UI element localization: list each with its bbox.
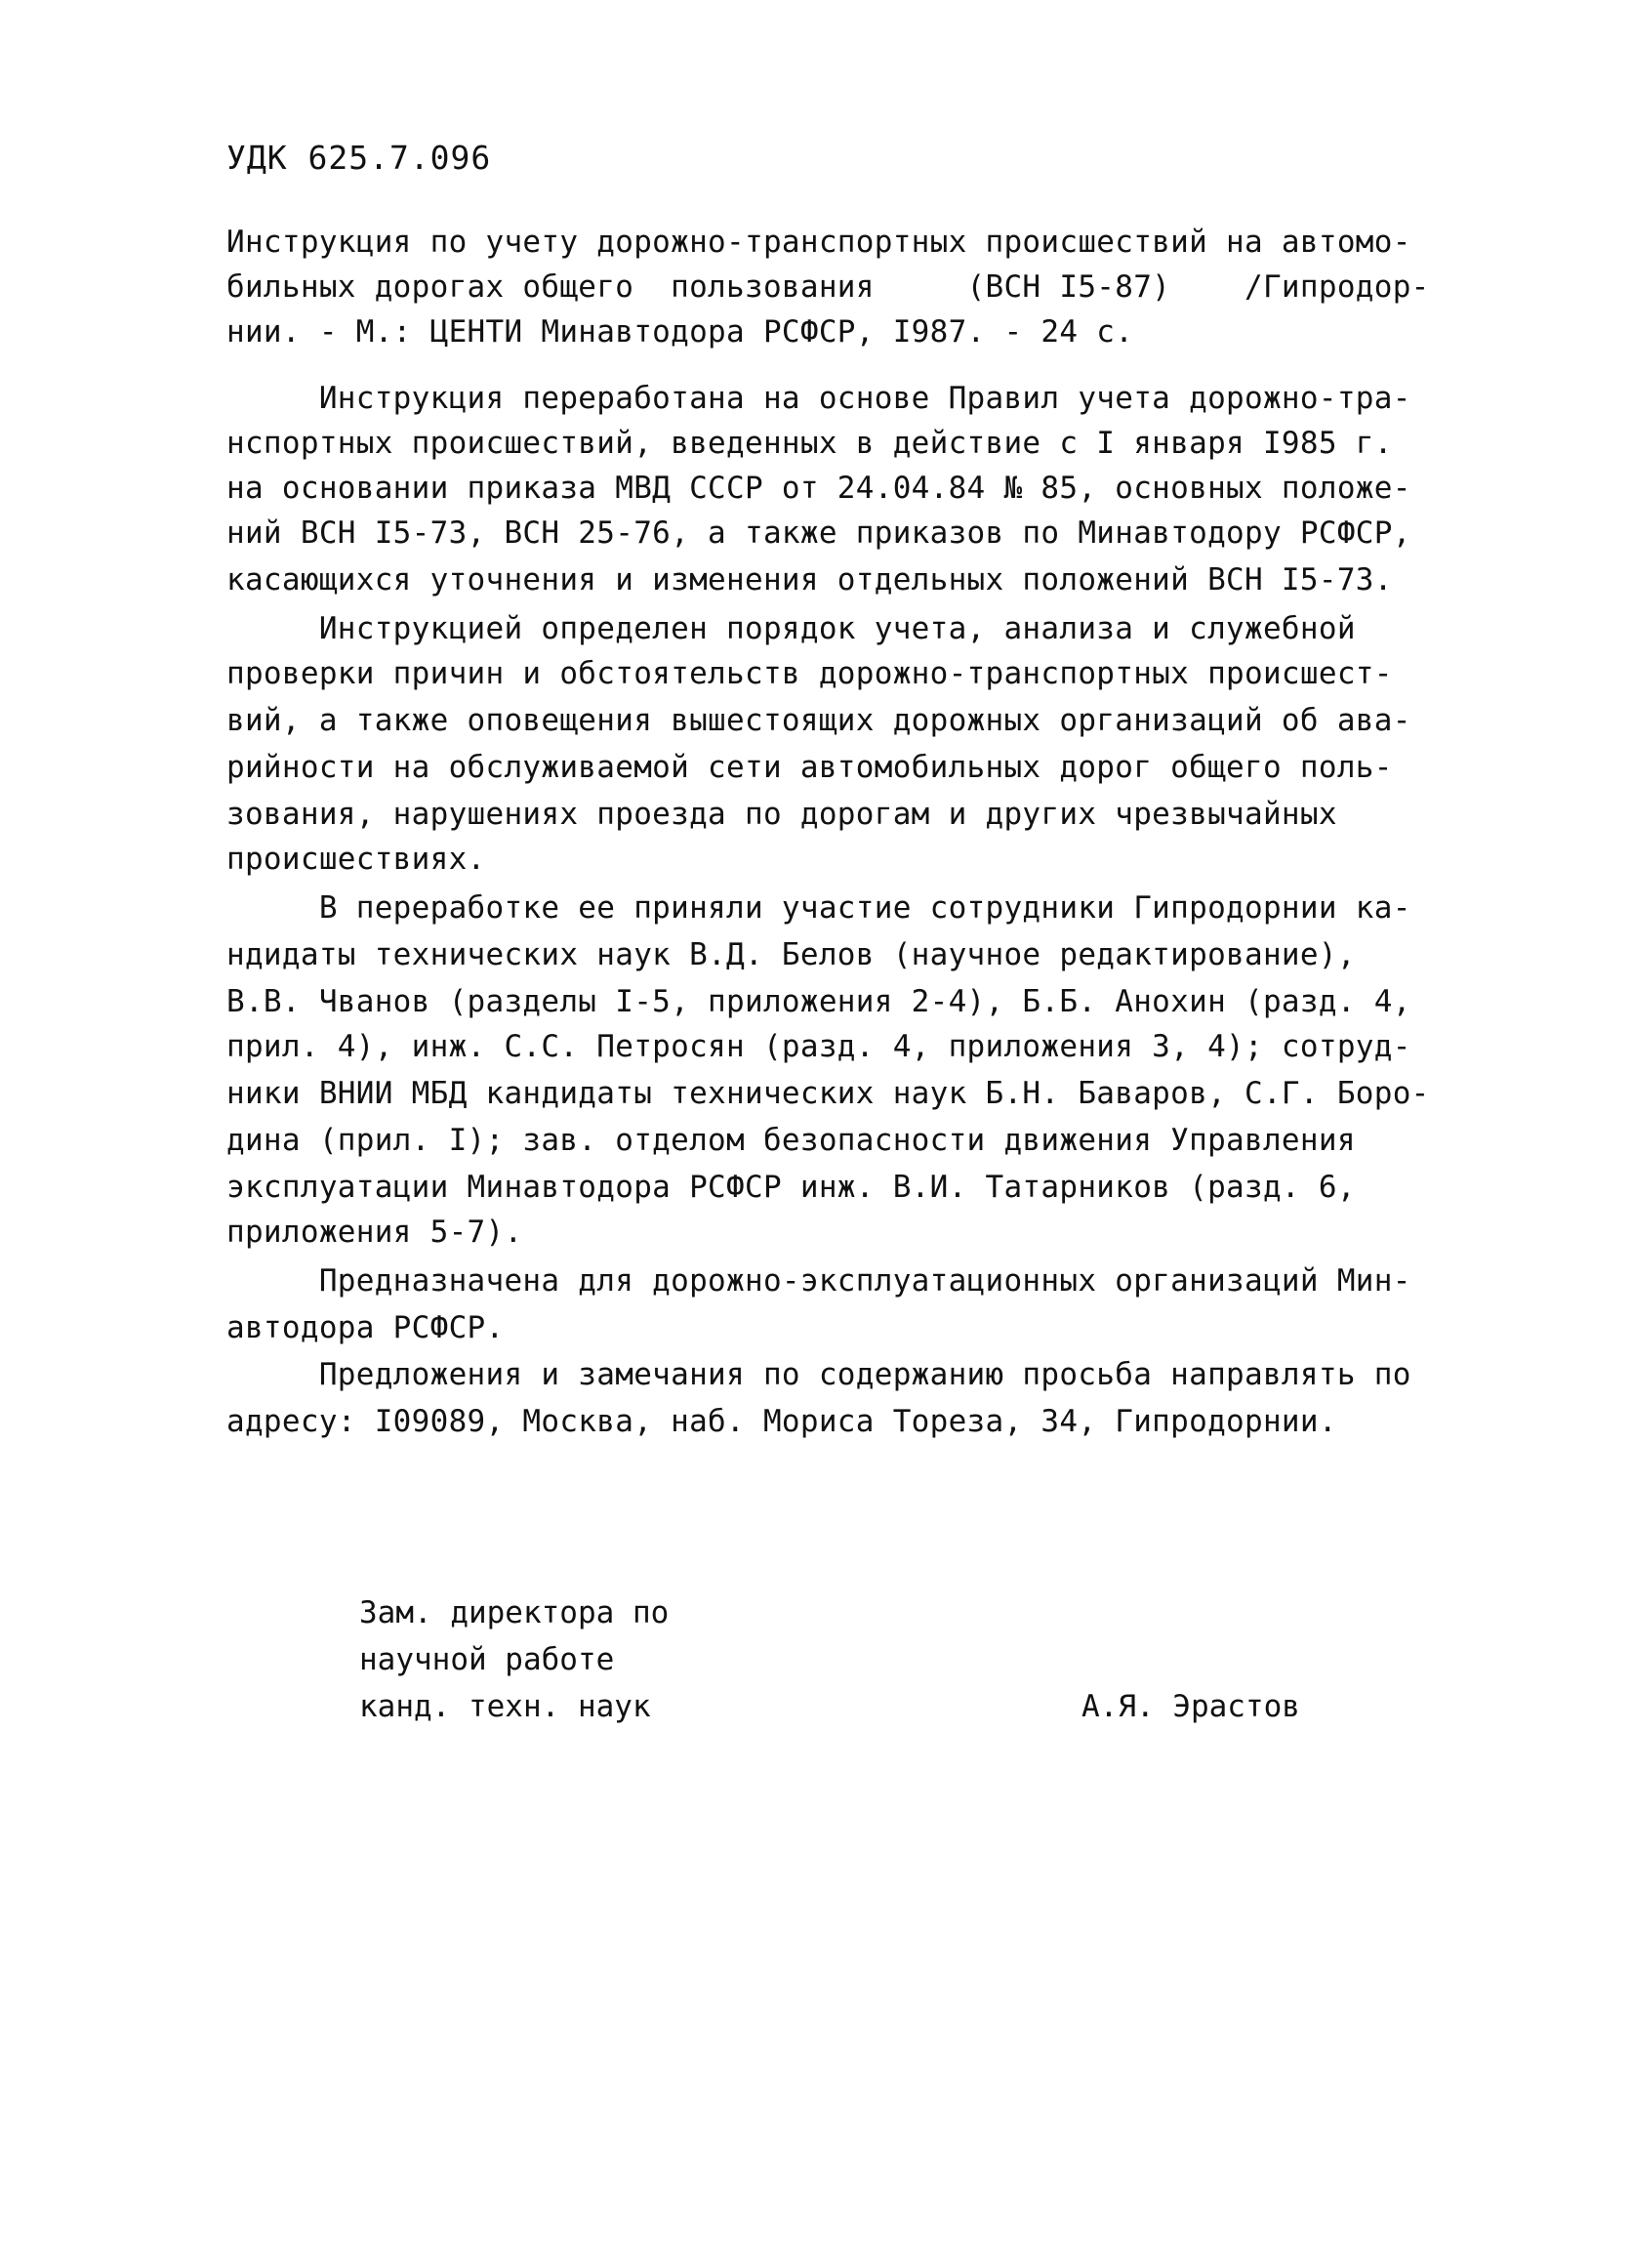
udk-code: УДК 625.7.096: [226, 139, 492, 177]
text-line: ндидаты технических наук В.Д. Белов (научное редактирование),: [226, 937, 1356, 972]
bibliographic-line: Инструкция по учету дорожно-транспортных происшествий на автомо-: [226, 225, 1411, 260]
bibliographic-line: бильных дорогах общего пользования (ВСН I5-87) /Гипродор-: [226, 269, 1430, 305]
text-line: прил. 4), инж. С.С. Петросян (разд. 4, приложения 3, 4); сотруд-: [226, 1029, 1411, 1064]
bibliographic-line: нии. - М.: ЦЕНТИ Минавтодора РСФСР, I987. - 24 с.: [226, 314, 1134, 350]
text-line: вий, а также оповещения вышестоящих дорожных организаций об ава-: [226, 703, 1411, 738]
text-line: касающихся уточнения и изменения отдельных положений ВСН I5-73.: [226, 562, 1393, 598]
signatory-position: научной работе: [359, 1642, 615, 1677]
text-line: автодора РСФСР.: [226, 1310, 505, 1345]
text-line: Предложения и замечания по содержанию просьба направлять по: [226, 1357, 1411, 1392]
text-line: Инструкция переработана на основе Правил учета дорожно-тра-: [226, 381, 1411, 416]
text-line: дина (прил. I); зав. отделом безопасности движения Управления: [226, 1123, 1356, 1158]
text-line: ники ВНИИ МБД кандидаты технических наук Б.Н. Баваров, С.Г. Боро-: [226, 1076, 1430, 1111]
text-line: Инструкцией определен порядок учета, анализа и служебной: [226, 611, 1356, 646]
text-line: проверки причин и обстоятельств дорожно-транспортных происшест-: [226, 656, 1393, 691]
text-line: происшествиях.: [226, 842, 486, 877]
signatory-name: А.Я. Эрастов: [1081, 1689, 1300, 1724]
text-line: В переработке ее приняли участие сотрудники Гипродорнии ка-: [226, 890, 1411, 926]
text-line: В.В. Чванов (разделы I-5, приложения 2-4), Б.Б. Анохин (разд. 4,: [226, 984, 1411, 1019]
text-line: Предназначена для дорожно-эксплуатационных организаций Мин-: [226, 1263, 1411, 1299]
text-line: зования, нарушениях проезда по дорогам и других чрезвычайных: [226, 797, 1337, 832]
signatory-position: Зам. директора по: [359, 1595, 670, 1630]
text-line: приложения 5-7).: [226, 1215, 523, 1250]
text-line: нспортных происшествий, введенных в действие с I января I985 г.: [226, 426, 1393, 461]
signatory-position: канд. техн. наук: [359, 1689, 651, 1724]
text-line: ний ВСН I5-73, ВСН 25-76, а также приказов по Минавтодору РСФСР,: [226, 515, 1411, 551]
text-line: рийности на обслуживаемой сети автомобильных дорог общего поль-: [226, 750, 1393, 785]
text-line: на основании приказа МВД СССР от 24.04.84 № 85, основных положе-: [226, 471, 1411, 506]
text-line: адресу: I09089, Москва, наб. Мориса Тореза, 34, Гипродорнии.: [226, 1404, 1337, 1439]
text-line: эксплуатации Минавтодора РСФСР инж. В.И. Татарников (разд. 6,: [226, 1170, 1356, 1205]
